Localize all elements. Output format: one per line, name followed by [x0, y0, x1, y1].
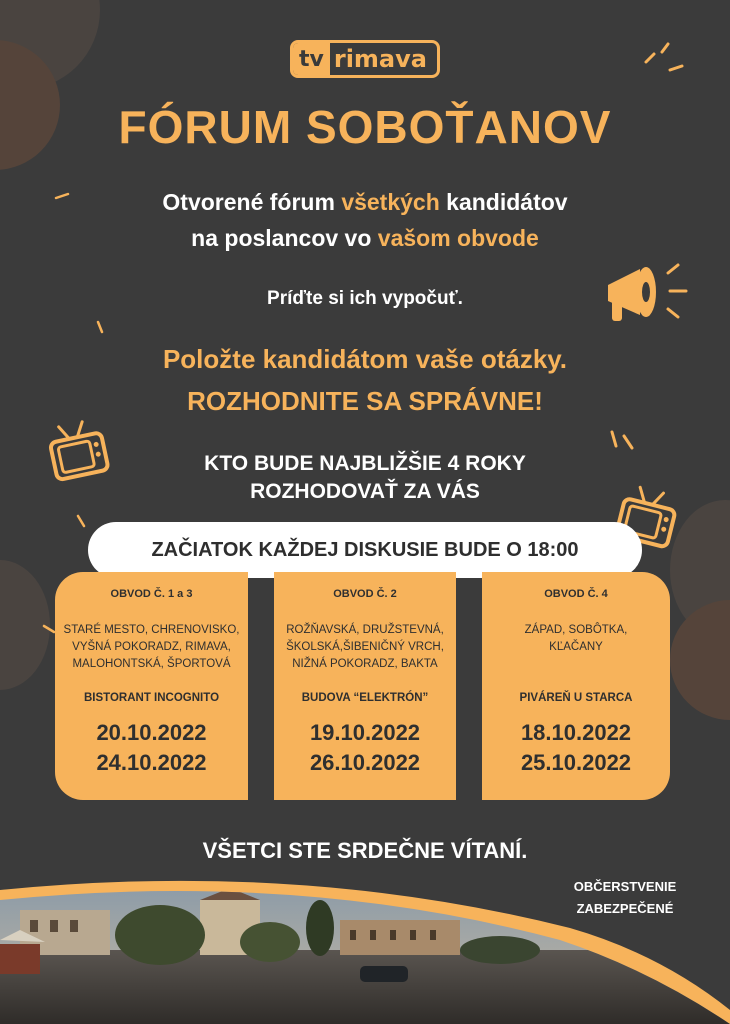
- refreshments-line-1: OBČERSTVENIE: [573, 879, 677, 894]
- street-line: NIŽNÁ POKORADZ, BAKTA: [292, 658, 438, 670]
- district-streets: [55, 622, 248, 678]
- date-line: 18.10.2022: [520, 720, 632, 745]
- tv-rimava-logo: [290, 40, 440, 78]
- subtitle-highlight: všetkých: [341, 189, 440, 215]
- who-line-2: ROZHODOVAŤ ZA VÁS: [250, 480, 480, 503]
- street-line: KĽAČANY: [549, 641, 603, 653]
- sparkle-decoration: [92, 316, 116, 340]
- street-line: VYŠNÁ POKORADZ, RIMAVA,: [72, 641, 231, 653]
- district-venue: BISTORANT INCOGNITO: [83, 692, 220, 704]
- ask-line-2: ROZHODNITE SA SPRÁVNE!: [187, 386, 543, 416]
- subtitle-text: na poslancov vo: [191, 225, 378, 251]
- ask-block: [0, 338, 730, 422]
- district-card-3: [482, 572, 670, 800]
- district-dates: [482, 718, 670, 778]
- district-venue: PIVÁREŇ U STARCA: [519, 692, 633, 704]
- date-line: 25.10.2022: [520, 750, 632, 775]
- district-streets: [274, 622, 456, 678]
- district-card-1: [55, 572, 248, 800]
- district-heading: OBVOD Č. 1 a 3: [110, 588, 193, 600]
- district-venue: BUDOVA “ELEKTRÓN”: [301, 692, 429, 704]
- refreshments-note: [545, 876, 705, 920]
- subtitle-text: Otvorené fórum: [162, 189, 342, 215]
- page-title: FÓRUM SOBOŤANOV: [118, 101, 612, 153]
- street-line: ZÁPAD, SOBÔTKA,: [524, 624, 628, 636]
- logo-tv-text: tv: [293, 43, 330, 75]
- subtitle-line-2: [0, 220, 730, 256]
- welcome-text: VŠETCI STE SRDEČNE VÍTANÍ.: [202, 838, 528, 863]
- street-line: ROŽŇAVSKÁ, DRUŽSTEVNÁ,: [286, 624, 444, 636]
- date-line: 19.10.2022: [309, 720, 421, 745]
- street-line: MALOHONTSKÁ, ŠPORTOVÁ: [72, 658, 231, 670]
- subtitle: [0, 184, 730, 256]
- district-streets: [482, 622, 670, 678]
- subtitle-highlight: vašom obvode: [377, 225, 539, 251]
- who-line-1: KTO BUDE NAJBLIŽŠIE 4 ROKY: [204, 452, 526, 475]
- sparkle-decoration: [52, 188, 76, 208]
- date-line: 20.10.2022: [96, 720, 207, 745]
- date-line: 26.10.2022: [309, 750, 421, 775]
- street-line: STARÉ MESTO, CHRENOVISKO,: [63, 624, 240, 636]
- sparkle-decoration: [72, 512, 96, 532]
- district-heading: OBVOD Č. 4: [544, 588, 608, 600]
- district-dates: [274, 718, 456, 778]
- refreshments-line-2: ZABEZPEČENÉ: [576, 901, 674, 916]
- decor-circle: [670, 600, 730, 720]
- subtitle-line-1: [0, 184, 730, 220]
- district-card-2: [274, 572, 456, 800]
- district-dates: [55, 718, 248, 778]
- tv-icon: [45, 415, 115, 485]
- street-line: ŠKOLSKÁ,ŠIBENIČNÝ VRCH,: [286, 641, 444, 653]
- subtitle-text: kandidátov: [439, 189, 568, 215]
- date-line: 24.10.2022: [96, 750, 207, 775]
- listen-text: Príďte si ich vypočuť.: [267, 288, 463, 309]
- district-heading: OBVOD Č. 2: [333, 588, 397, 600]
- sparkle-decoration: [606, 426, 642, 456]
- megaphone-icon: [598, 255, 693, 335]
- start-time-banner: ZAČIATOK KAŽDEJ DISKUSIE BUDE O 18:00: [88, 522, 642, 578]
- logo-name-text: rimava: [333, 45, 427, 73]
- ask-line-1: Položte kandidátom vaše otázky.: [162, 344, 568, 374]
- sparkle-decoration: [640, 40, 690, 80]
